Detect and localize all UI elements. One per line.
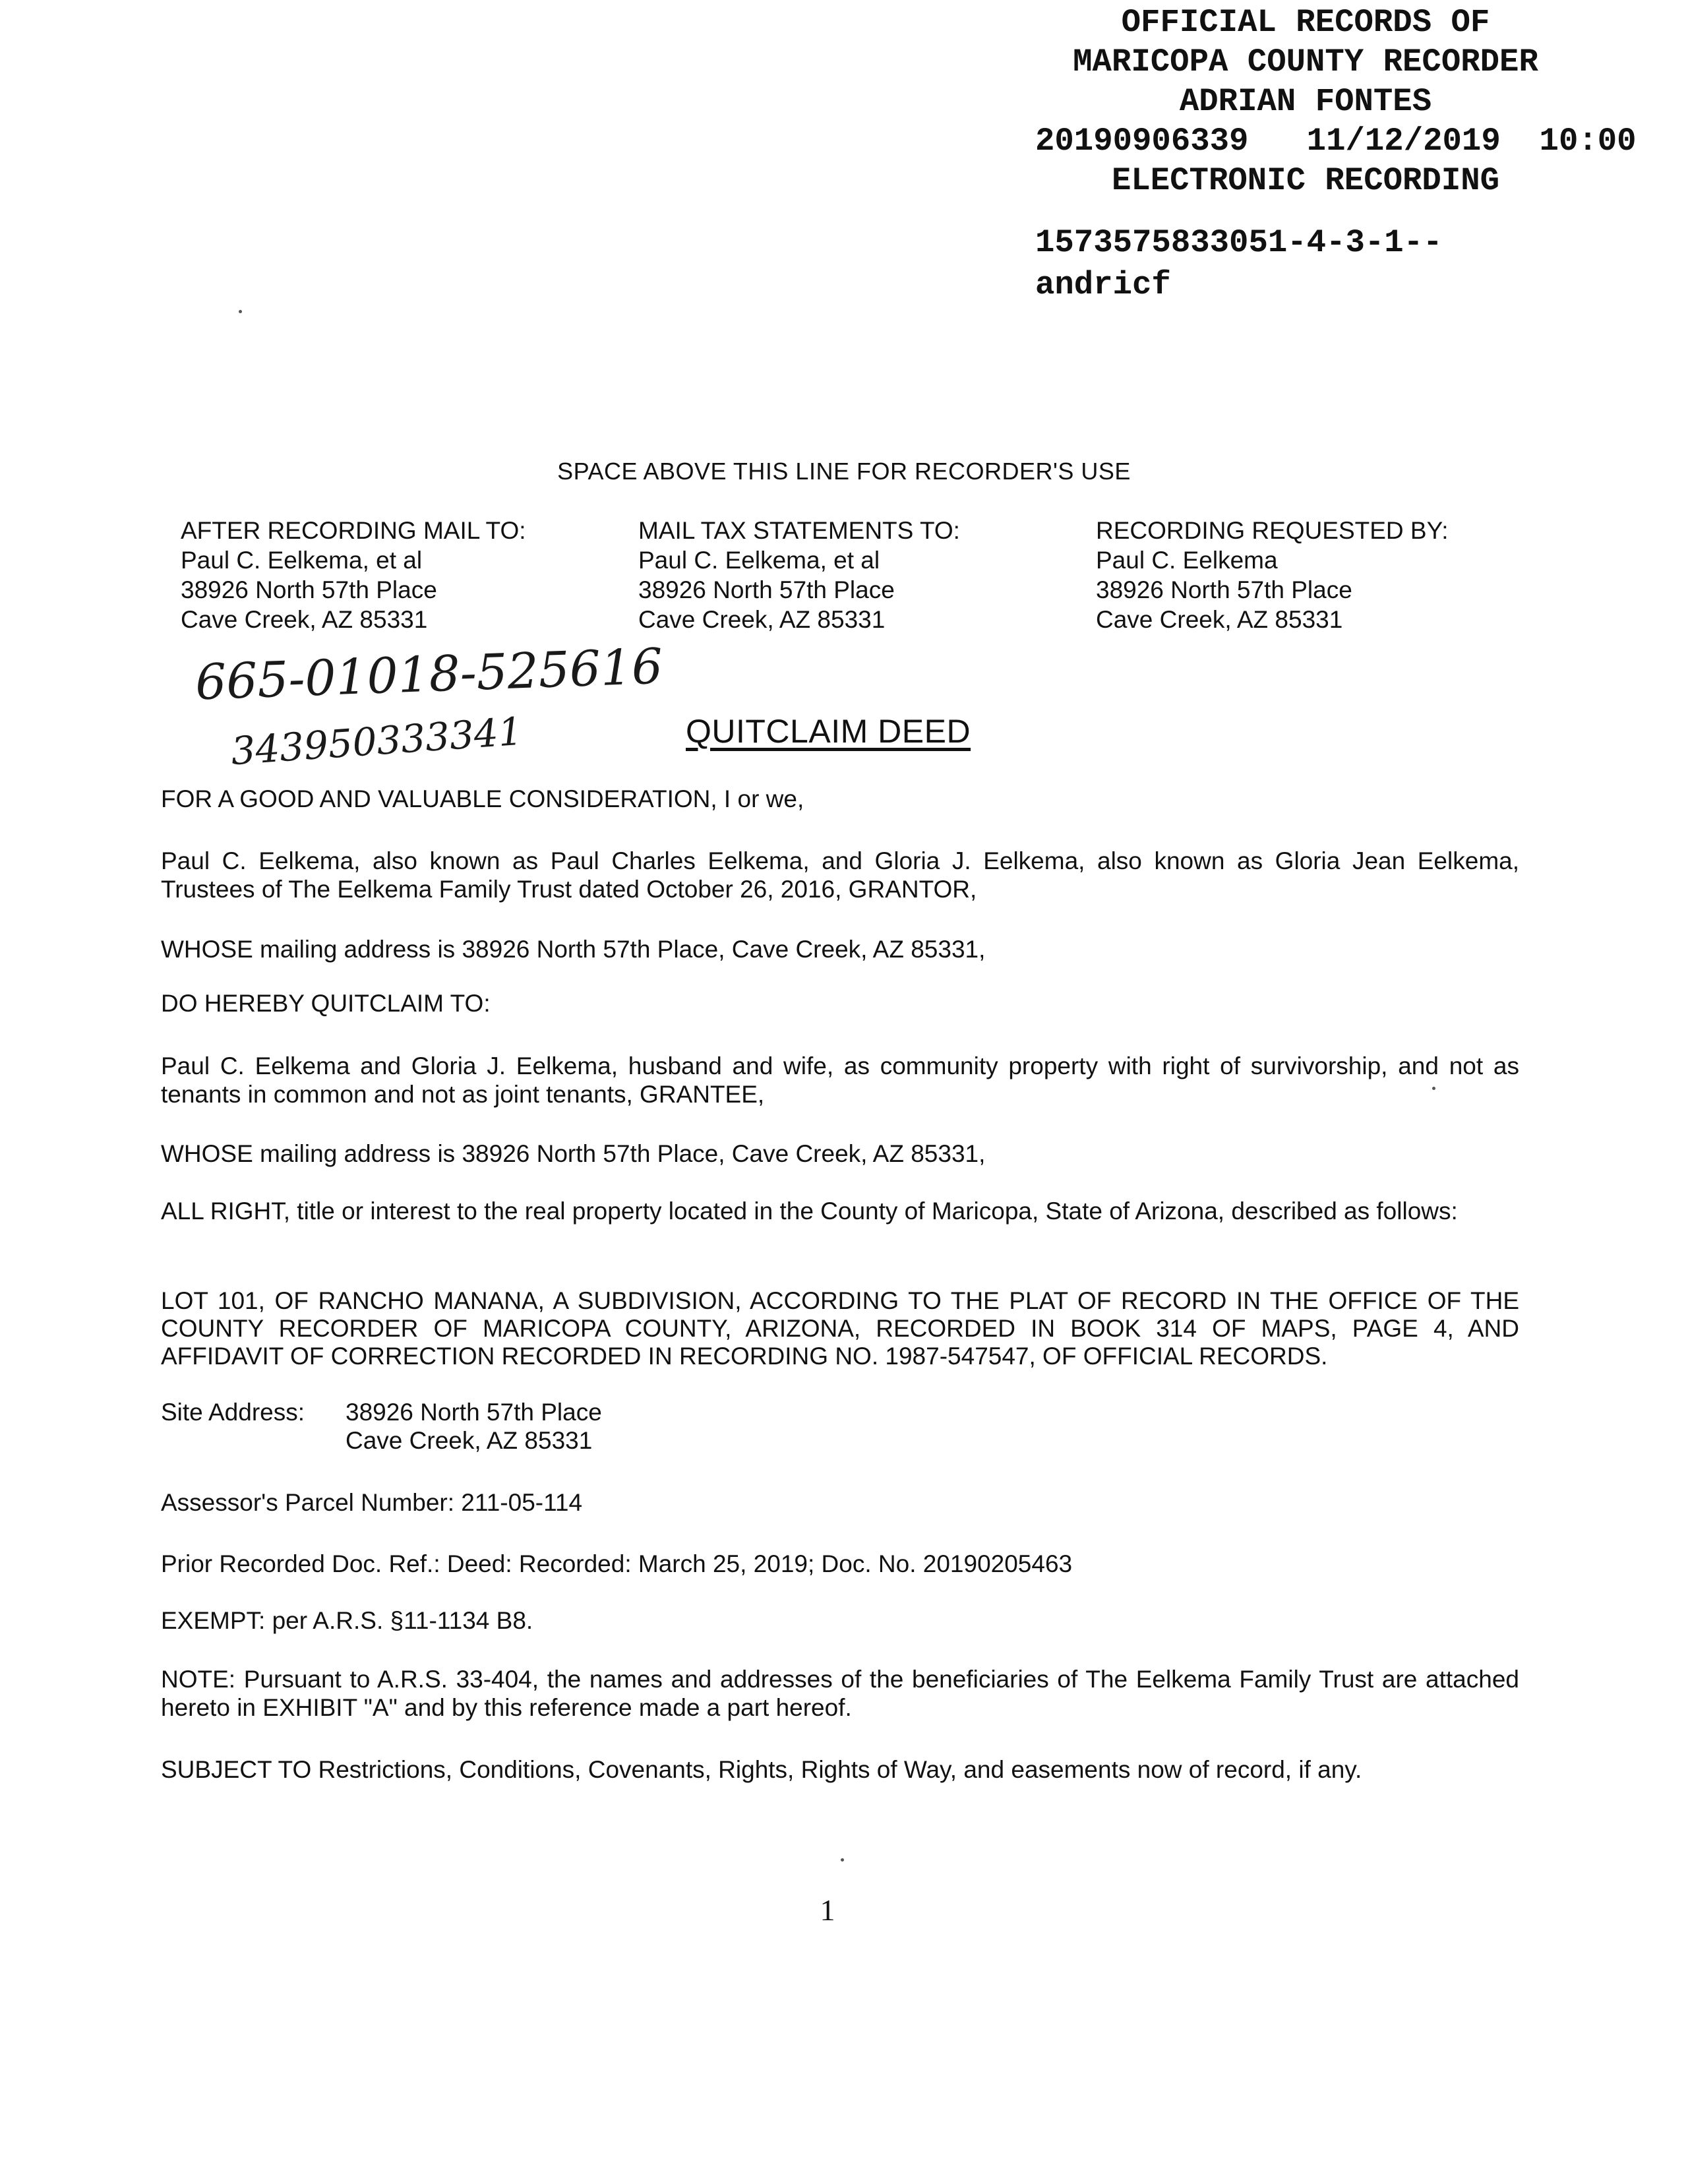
- tax-statements-block: [638, 516, 960, 634]
- grantee-address: WHOSE mailing address is 38926 North 57th Place, Cave Creek, AZ 85331,: [161, 1140, 986, 1167]
- document-number: 20190906339: [1035, 123, 1249, 160]
- exemption-clause: EXEMPT: per A.R.S. §11-1134 B8.: [161, 1607, 533, 1634]
- recording-time: 10:00: [1539, 123, 1637, 160]
- consideration-clause: FOR A GOOD AND VALUABLE CONSIDERATION, I or we,: [161, 785, 804, 812]
- prior-recorded-reference: Prior Recorded Doc. Ref.: Deed: Recorded: March 25, 2019; Doc. No. 20190205463: [161, 1550, 1073, 1577]
- site-address: [161, 1398, 602, 1455]
- site-address-city: Cave Creek, AZ 85331: [346, 1427, 593, 1454]
- scan-speck: [841, 1858, 844, 1862]
- grantee-clause: Paul C. Eelkema and Gloria J. Eelkema, husband and wife, as community property with right of survivorship, and not as tenants in common and not as joint tenants, GRANTEE,: [161, 1052, 1519, 1108]
- grantor-address: WHOSE mailing address is 38926 North 57th Place, Cave Creek, AZ 85331,: [161, 936, 986, 963]
- recording-type: ELECTRONIC RECORDING: [1111, 162, 1500, 199]
- site-address-label: Site Address:: [161, 1399, 305, 1426]
- after-recording-street: 38926 North 57th Place: [181, 576, 437, 603]
- page-number: 1: [820, 1893, 835, 1927]
- site-address-street: 38926 North 57th Place: [346, 1399, 602, 1426]
- requested-by-block: [1096, 516, 1449, 634]
- recording-id-line: [1035, 121, 1655, 161]
- requested-by-city: Cave Creek, AZ 85331: [1096, 606, 1343, 633]
- recorder-stamp: [1035, 3, 1655, 200]
- after-recording-heading: AFTER RECORDING MAIL TO:: [181, 517, 526, 544]
- document-title: QUITCLAIM DEED: [686, 713, 971, 750]
- recorder-space-line: SPACE ABOVE THIS LINE FOR RECORDER'S USE: [557, 458, 1131, 485]
- requested-by-name: Paul C. Eelkema: [1096, 547, 1278, 574]
- requested-by-heading: RECORDING REQUESTED BY:: [1096, 517, 1449, 544]
- legal-description: LOT 101, OF RANCHO MANANA, A SUBDIVISION, ACCORDING TO THE PLAT OF RECORD IN THE OFFICE OF THE COUNTY RECORDER OF MARICOPA COUNTY, ARIZONA, RECORDED IN BOOK 314 OF MAPS, PAGE 4, AND AFFIDAVIT OF CORRECTION RECORDED IN RECORDING NO. 1987-547547, OF OFFICIAL RECORDS.: [161, 1287, 1519, 1370]
- after-recording-city: Cave Creek, AZ 85331: [181, 606, 428, 633]
- recorder-line-2: MARICOPA COUNTY RECORDER: [1073, 44, 1538, 80]
- tax-statements-street: 38926 North 57th Place: [638, 576, 895, 603]
- tax-statements-heading: MAIL TAX STATEMENTS TO:: [638, 517, 960, 544]
- quitclaim-clause: DO HEREBY QUITCLAIM TO:: [161, 990, 491, 1017]
- recording-user: andricf: [1035, 266, 1171, 303]
- recording-date: 11/12/2019: [1306, 123, 1501, 160]
- tax-statements-city: Cave Creek, AZ 85331: [638, 606, 886, 633]
- grantor-clause: Paul C. Eelkema, also known as Paul Charles Eelkema, and Gloria J. Eelkema, also known as Gloria Jean Eelkema, Trustees of The Eelkema Family Trust dated October 26, 2016, GRANTOR,: [161, 847, 1519, 903]
- handwritten-number-2: 343950333341: [229, 708, 524, 774]
- recording-code: 1573575833051-4-3-1--: [1035, 224, 1443, 261]
- subject-to-clause: SUBJECT TO Restrictions, Conditions, Covenants, Rights, Rights of Way, and easements now of record, if any.: [161, 1756, 1362, 1783]
- after-recording-block: [181, 516, 526, 634]
- recorder-name: ADRIAN FONTES: [1179, 83, 1432, 120]
- recorder-line-1: OFFICIAL RECORDS OF: [1121, 4, 1490, 41]
- scan-speck: [239, 310, 242, 313]
- handwritten-number-1: 665-01018-525616: [194, 638, 664, 712]
- tax-statements-name: Paul C. Eelkema, et al: [638, 547, 880, 574]
- recording-code-block: [1035, 222, 1443, 306]
- property-clause: ALL RIGHT, title or interest to the real property located in the County of Maricopa, State of Arizona, described as follows:: [161, 1198, 1458, 1225]
- requested-by-street: 38926 North 57th Place: [1096, 576, 1352, 603]
- scan-speck: [1432, 1087, 1435, 1090]
- after-recording-name: Paul C. Eelkema, et al: [181, 547, 423, 574]
- beneficiaries-note: NOTE: Pursuant to A.R.S. 33-404, the names and addresses of the beneficiaries of The Eelkema Family Trust are attached hereto in EXHIBIT "A" and by this reference made a part hereof.: [161, 1666, 1519, 1721]
- assessor-parcel-number: Assessor's Parcel Number: 211-05-114: [161, 1489, 583, 1516]
